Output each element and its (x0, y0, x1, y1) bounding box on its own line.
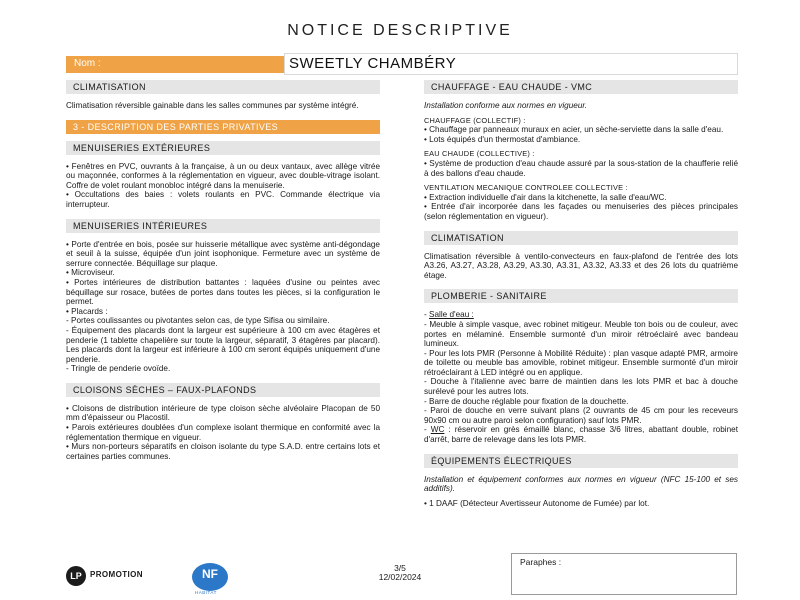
name-label: Nom : (74, 58, 101, 69)
right-column (424, 80, 738, 517)
wc-line: - WC : réservoir en grès émaillé blanc, chasse 3/6 litres, abattant double, robinet d'arrêt, barre de relevage dans les lots PMR. (424, 425, 738, 445)
list-item: • Entrée d'air incorporée dans les façades ou menuiseries des pièces principales (selon réglementation en vigueur). (424, 202, 738, 221)
section-heading-plomberie: PLOMBERIE - SANITAIRE (424, 289, 738, 303)
name-value-field: SWEETLY CHAMBÉRY (284, 53, 738, 75)
menuiseries-interieures-list (66, 240, 380, 374)
wc-label: WC (430, 425, 445, 435)
list-item: • Cloisons de distribution intérieure de type cloison sèche alvéolaire Placopan de 50 mm d'épaisseur ou Placostil. (66, 403, 380, 423)
list-item: • Placards : (66, 306, 108, 316)
list-item: - Paroi de douche en verre suivant plans (2 ouvrants de 45 cm pour les receveurs 90x90 cm ou autre paroi selon configuration) sauf lots PMR. (424, 406, 738, 425)
list-item: - Barre de douche réglable pour fixation de la douchette. (424, 396, 629, 406)
nf-habitat-logo-icon: NF (192, 563, 228, 591)
vmc-sub-heading: VENTILATION MECANIQUE CONTROLEE COLLECTIVE : (424, 183, 628, 193)
list-item: • Lots équipés d'un thermostat d'ambiance. (424, 134, 581, 144)
list-item: • Occultations des baies : volets roulants en PVC. Commande électrique via interrupteur. (66, 190, 380, 209)
plomberie-content (424, 310, 738, 444)
list-item: • Parois extérieures doublées d'un complexe isolant thermique en conformité avec la réglementation thermique en vigueur. (66, 423, 380, 442)
chauffage-intro: Installation conforme aux normes en vigueur. (424, 101, 588, 110)
salle-eau-label: Salle d'eau : (429, 310, 474, 320)
section-heading-climatisation-privative: CLIMATISATION (424, 231, 738, 245)
list-item: - Pour les lots PMR (Personne à Mobilité Réduite) : plan vasque adapté PMR, armoire de toilette ou meuble bas amovible, robinet mitigeur. Ensemble surmonté d'un miroir rétroéclairant à LED intégré ou en applique. (424, 348, 738, 377)
climatisation-privative-text: Climatisation réversible à ventilo-convecteurs en faux-plafond de l'entrée des lots A3.26, A3.27, A3.28, A3.29, A3.30, A3.31, A3.32, A3.33 et des 26 lots du quatrième étage. (424, 251, 738, 280)
list-item: • Microviseur. (66, 268, 115, 278)
list-item: - Équipement des placards dont la largeur est supérieure à 100 cm avec étagères et penderie (1 tablette chapelière sur toute la largeur, séparatif, 3 étagères par placard). Les placards dont la largeur est inférieure à 100 cm seront équipés uniquement d'une penderie. (66, 325, 380, 364)
section-heading-menuiseries-exterieures: MENUISERIES EXTÉRIEURES (66, 141, 380, 155)
section-heading-menuiseries-interieures: MENUISERIES INTÉRIEURES (66, 219, 380, 233)
salle-eau-label-line: - Salle d'eau : (424, 310, 474, 320)
list-item: - Douche à l'italienne avec barre de maintien dans les lots PMR et bac à douche surélevé pour les autres lots. (424, 377, 738, 397)
list-item: • 1 DAAF (Détecteur Avertisseur Autonome de Fumée) par lot. (424, 498, 650, 508)
list-item: • Fenêtres en PVC, ouvrants à la française, à un ou deux vantaux, avec allège vitrée ou maçonnée, conformes à la réglementation en vigueur, avec double-vitrage isolant. Coffre de volet roulant monobloc intégré dans la menuiserie. (66, 161, 380, 190)
document-title: NOTICE DESCRIPTIVE (287, 22, 513, 39)
list-item: • Système de production d'eau chaude assuré par la sous-station de la chaufferie relié à des ballons d'eau chaude. (424, 158, 738, 178)
climatisation-communes-text: Climatisation réversible gainable dans les salles communes par système intégré. (66, 101, 359, 110)
list-item: • Portes intérieures de distribution battantes : laquées d'usine ou peintes avec béquillage sur rosace, butées de portes dans toutes les pièces, si la configuration le permet. (66, 277, 380, 307)
document-date: 12/02/2024 (378, 572, 422, 582)
list-item: - Portes coulissantes ou pivotantes selon cas, de type Sifisa ou similaire. (66, 316, 330, 326)
list-item: - Tringle de penderie ovoïde. (66, 364, 171, 374)
promotion-logo-text: PROMOTION (90, 570, 143, 579)
section-heading-equipements-electriques: ÉQUIPEMENTS ÉLECTRIQUES (424, 454, 738, 468)
list-item: • Chauffage par panneaux muraux en acier, un sèche-serviette dans la salle d'eau. (424, 125, 724, 135)
section-heading-cloisons: CLOISONS SÈCHES – FAUX-PLAFONDS (66, 383, 380, 397)
cloisons-list (66, 404, 380, 462)
equipements-intro: Installation et équipement conformes aux normes en vigueur (NFC 15-100 et ses additifs). (424, 474, 738, 494)
list-item: • Extraction individuelle d'air dans la kitchenette, la salle d'eau/WC. (424, 192, 667, 202)
section-heading-chauffage: CHAUFFAGE - EAU CHAUDE - VMC (424, 80, 738, 94)
nf-habitat-subtext: HABITAT (195, 590, 217, 595)
list-item: • Murs non-porteurs séparatifs en cloison isolante du type S.A.D. entre certains lots et certaines parties communes. (66, 442, 380, 461)
menuiseries-exterieures-list (66, 162, 380, 210)
paraphes-label: Paraphes : (520, 557, 562, 567)
wc-text: : réservoir en grès émaillé blanc, chasse 3/6 litres, abattant double, robinet d'arrêt, barre de relevage dans les lots PMR. (424, 425, 738, 445)
section-heading-climatisation-communes: CLIMATISATION (66, 80, 380, 94)
list-item: - Meuble à simple vasque, avec robinet mitigeur. Meuble ton bois ou de couleur, avec portes en mélaminé. Ensemble surmonté d'un miroir rétroéclairé avec bandeau lumineux. (424, 319, 738, 349)
name-bar (66, 56, 738, 73)
chauffage-sub-heading: CHAUFFAGE (COLLECTIF) : (424, 115, 526, 125)
section-heading-parties-privatives: 3 - DESCRIPTION DES PARTIES PRIVATIVES (66, 120, 380, 134)
paraphes-box (511, 553, 737, 595)
eau-chaude-sub-heading: EAU CHAUDE (COLLECTIVE) : (424, 149, 535, 159)
left-column (66, 80, 380, 470)
page-number: 3/5 (394, 563, 406, 573)
equipements-content (424, 475, 738, 509)
lp-logo-icon: LP (66, 566, 86, 586)
chauffage-content (424, 101, 738, 222)
list-item: • Porte d'entrée en bois, posée sur huisserie métallique avec système anti-dégondage et seuil à la suisse, équipée d'un joint isophonique. Fermeture avec un système de serrure connectée. Béquillage sur plaque. (66, 239, 380, 268)
